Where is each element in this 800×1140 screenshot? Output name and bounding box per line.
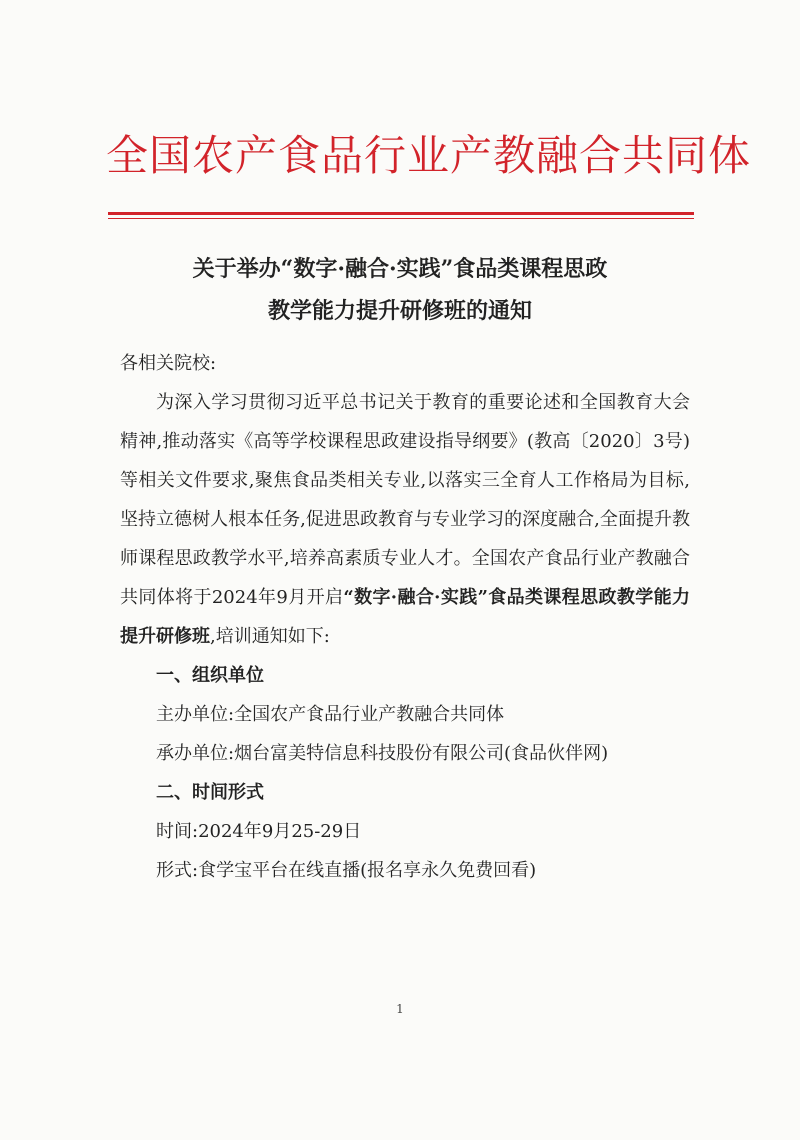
- letterhead-title: 全国农产食品行业产教融合共同体: [106, 131, 752, 180]
- organizer-unit: 承办单位:烟台富美特信息科技股份有限公司(食品伙伴网): [156, 743, 609, 764]
- intro-tail: ,培训通知如下:: [210, 626, 330, 647]
- page-number: 1: [396, 1002, 404, 1016]
- notice-title: [100, 248, 700, 332]
- notice-body: [120, 344, 690, 890]
- program-name: “数字·融合·实践”食品类课程思政教学能力提升研修班: [120, 587, 690, 647]
- letterhead-rule-thin: [108, 218, 694, 219]
- letterhead-rule-thick: [108, 212, 694, 215]
- training-format: 形式:食学宝平台在线直播(报名享永久免费回看): [156, 860, 537, 881]
- training-time: 时间:2024年9月25-29日: [156, 821, 362, 842]
- salutation: 各相关院校:: [120, 353, 217, 374]
- notice-title-line-1: 关于举办“数字·融合·实践”食品类课程思政: [192, 256, 608, 282]
- section-2-heading: 二、时间形式: [156, 782, 264, 803]
- notice-title-line-2: 教学能力提升研修班的通知: [267, 298, 532, 324]
- section-1-heading: 一、组织单位: [156, 665, 264, 686]
- intro-text: 为深入学习贯彻习近平总书记关于教育的重要论述和全国教育大会精神,推动落实《高等学校课程思政建设指导纲要》(教高〔2020〕3号)等相关文件要求,聚焦食品类相关专业,以落实三全育人工作格局为目标,坚持立德树人根本任务,促进思政教育与专业学习的深度融合,全面提升教师课程思政教学水平,培养高素质专业人才。全国农产食品行业产教融合共同体将于2024年9月开启: [120, 392, 690, 608]
- host-unit: 主办单位:全国农产食品行业产教融合共同体: [156, 704, 505, 725]
- intro-paragraph: [120, 383, 690, 656]
